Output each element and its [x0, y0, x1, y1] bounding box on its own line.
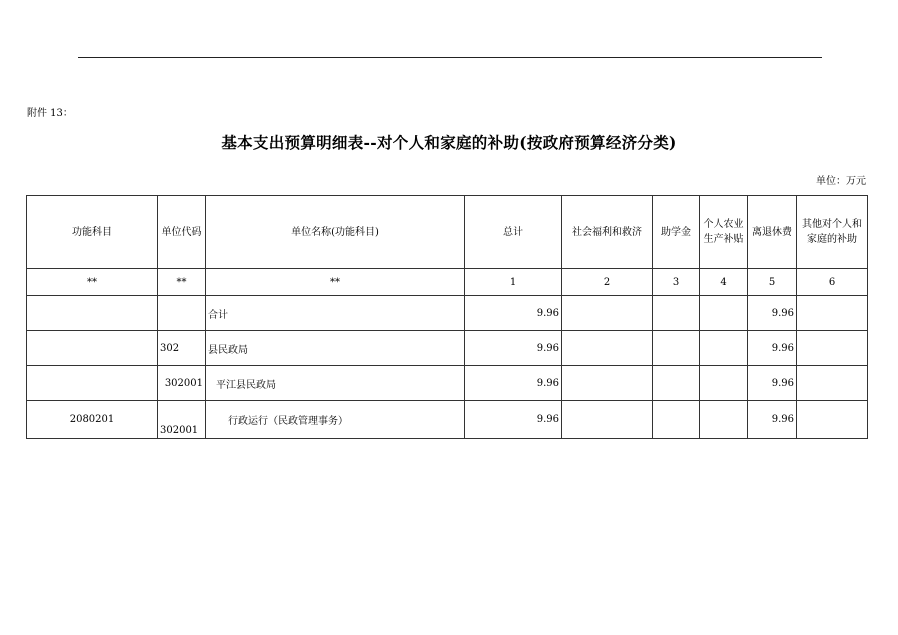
index-cell: 5	[748, 269, 797, 296]
top-rule	[78, 57, 822, 58]
unit-code-cell: 302001	[158, 366, 206, 401]
agri-cell	[700, 401, 748, 439]
index-cell: 6	[797, 269, 868, 296]
scholarship-cell	[653, 366, 700, 401]
welfare-cell	[562, 296, 653, 331]
header-agri-subsidy: 个人农业生产补贴	[700, 196, 748, 269]
retire-cell: 9.96	[748, 401, 797, 439]
header-other-subsidy: 其他对个人和家庭的补助	[797, 196, 868, 269]
other-cell	[797, 366, 868, 401]
index-row	[27, 269, 868, 296]
scholarship-cell	[653, 296, 700, 331]
total-cell: 9.96	[465, 401, 562, 439]
unit-label: 单位：万元	[816, 176, 866, 187]
scholarship-cell	[653, 331, 700, 366]
header-func-subject: 功能科目	[27, 196, 158, 269]
func-code-cell: 2080201	[27, 401, 158, 439]
unit-code-cell: 302	[158, 331, 206, 366]
header-unit-name: 单位名称(功能科目)	[206, 196, 465, 269]
table-row	[27, 331, 868, 366]
header-unit-code: 单位代码	[158, 196, 206, 269]
index-cell: 1	[465, 269, 562, 296]
unit-code-cell	[158, 296, 206, 331]
total-cell: 9.96	[465, 296, 562, 331]
welfare-cell	[562, 331, 653, 366]
retire-cell: 9.96	[748, 296, 797, 331]
total-cell: 9.96	[465, 366, 562, 401]
welfare-cell	[562, 401, 653, 439]
agri-cell	[700, 296, 748, 331]
index-cell: **	[206, 269, 465, 296]
scholarship-cell	[653, 401, 700, 439]
welfare-cell	[562, 366, 653, 401]
other-cell	[797, 331, 868, 366]
other-cell	[797, 296, 868, 331]
unit-name-cell: 县民政局	[206, 331, 465, 366]
index-cell: 4	[700, 269, 748, 296]
func-code-cell	[27, 366, 158, 401]
header-row	[27, 196, 868, 269]
page-title: 基本支出预算明细表--对个人和家庭的补助(按政府预算经济分类)	[221, 133, 677, 152]
header-scholarship: 助学金	[653, 196, 700, 269]
attachment-label: 附件 13：	[27, 108, 73, 119]
unit-code-cell: 302001	[158, 401, 206, 439]
index-cell: **	[27, 269, 158, 296]
header-welfare: 社会福利和救济	[562, 196, 653, 269]
retire-cell: 9.96	[748, 366, 797, 401]
table-row	[27, 401, 868, 439]
header-retirement: 离退休费	[748, 196, 797, 269]
retire-cell: 9.96	[748, 331, 797, 366]
budget-table	[26, 195, 868, 439]
unit-name-cell: 合计	[206, 296, 465, 331]
total-cell: 9.96	[465, 331, 562, 366]
index-cell: 3	[653, 269, 700, 296]
agri-cell	[700, 331, 748, 366]
func-code-cell	[27, 296, 158, 331]
header-total: 总计	[465, 196, 562, 269]
index-cell: 2	[562, 269, 653, 296]
index-cell: **	[158, 269, 206, 296]
func-code-cell	[27, 331, 158, 366]
table-row	[27, 366, 868, 401]
unit-name-cell: 行政运行（民政管理事务）	[206, 401, 465, 439]
agri-cell	[700, 366, 748, 401]
other-cell	[797, 401, 868, 439]
table-row-total	[27, 296, 868, 331]
unit-name-cell: 平江县民政局	[206, 366, 465, 401]
